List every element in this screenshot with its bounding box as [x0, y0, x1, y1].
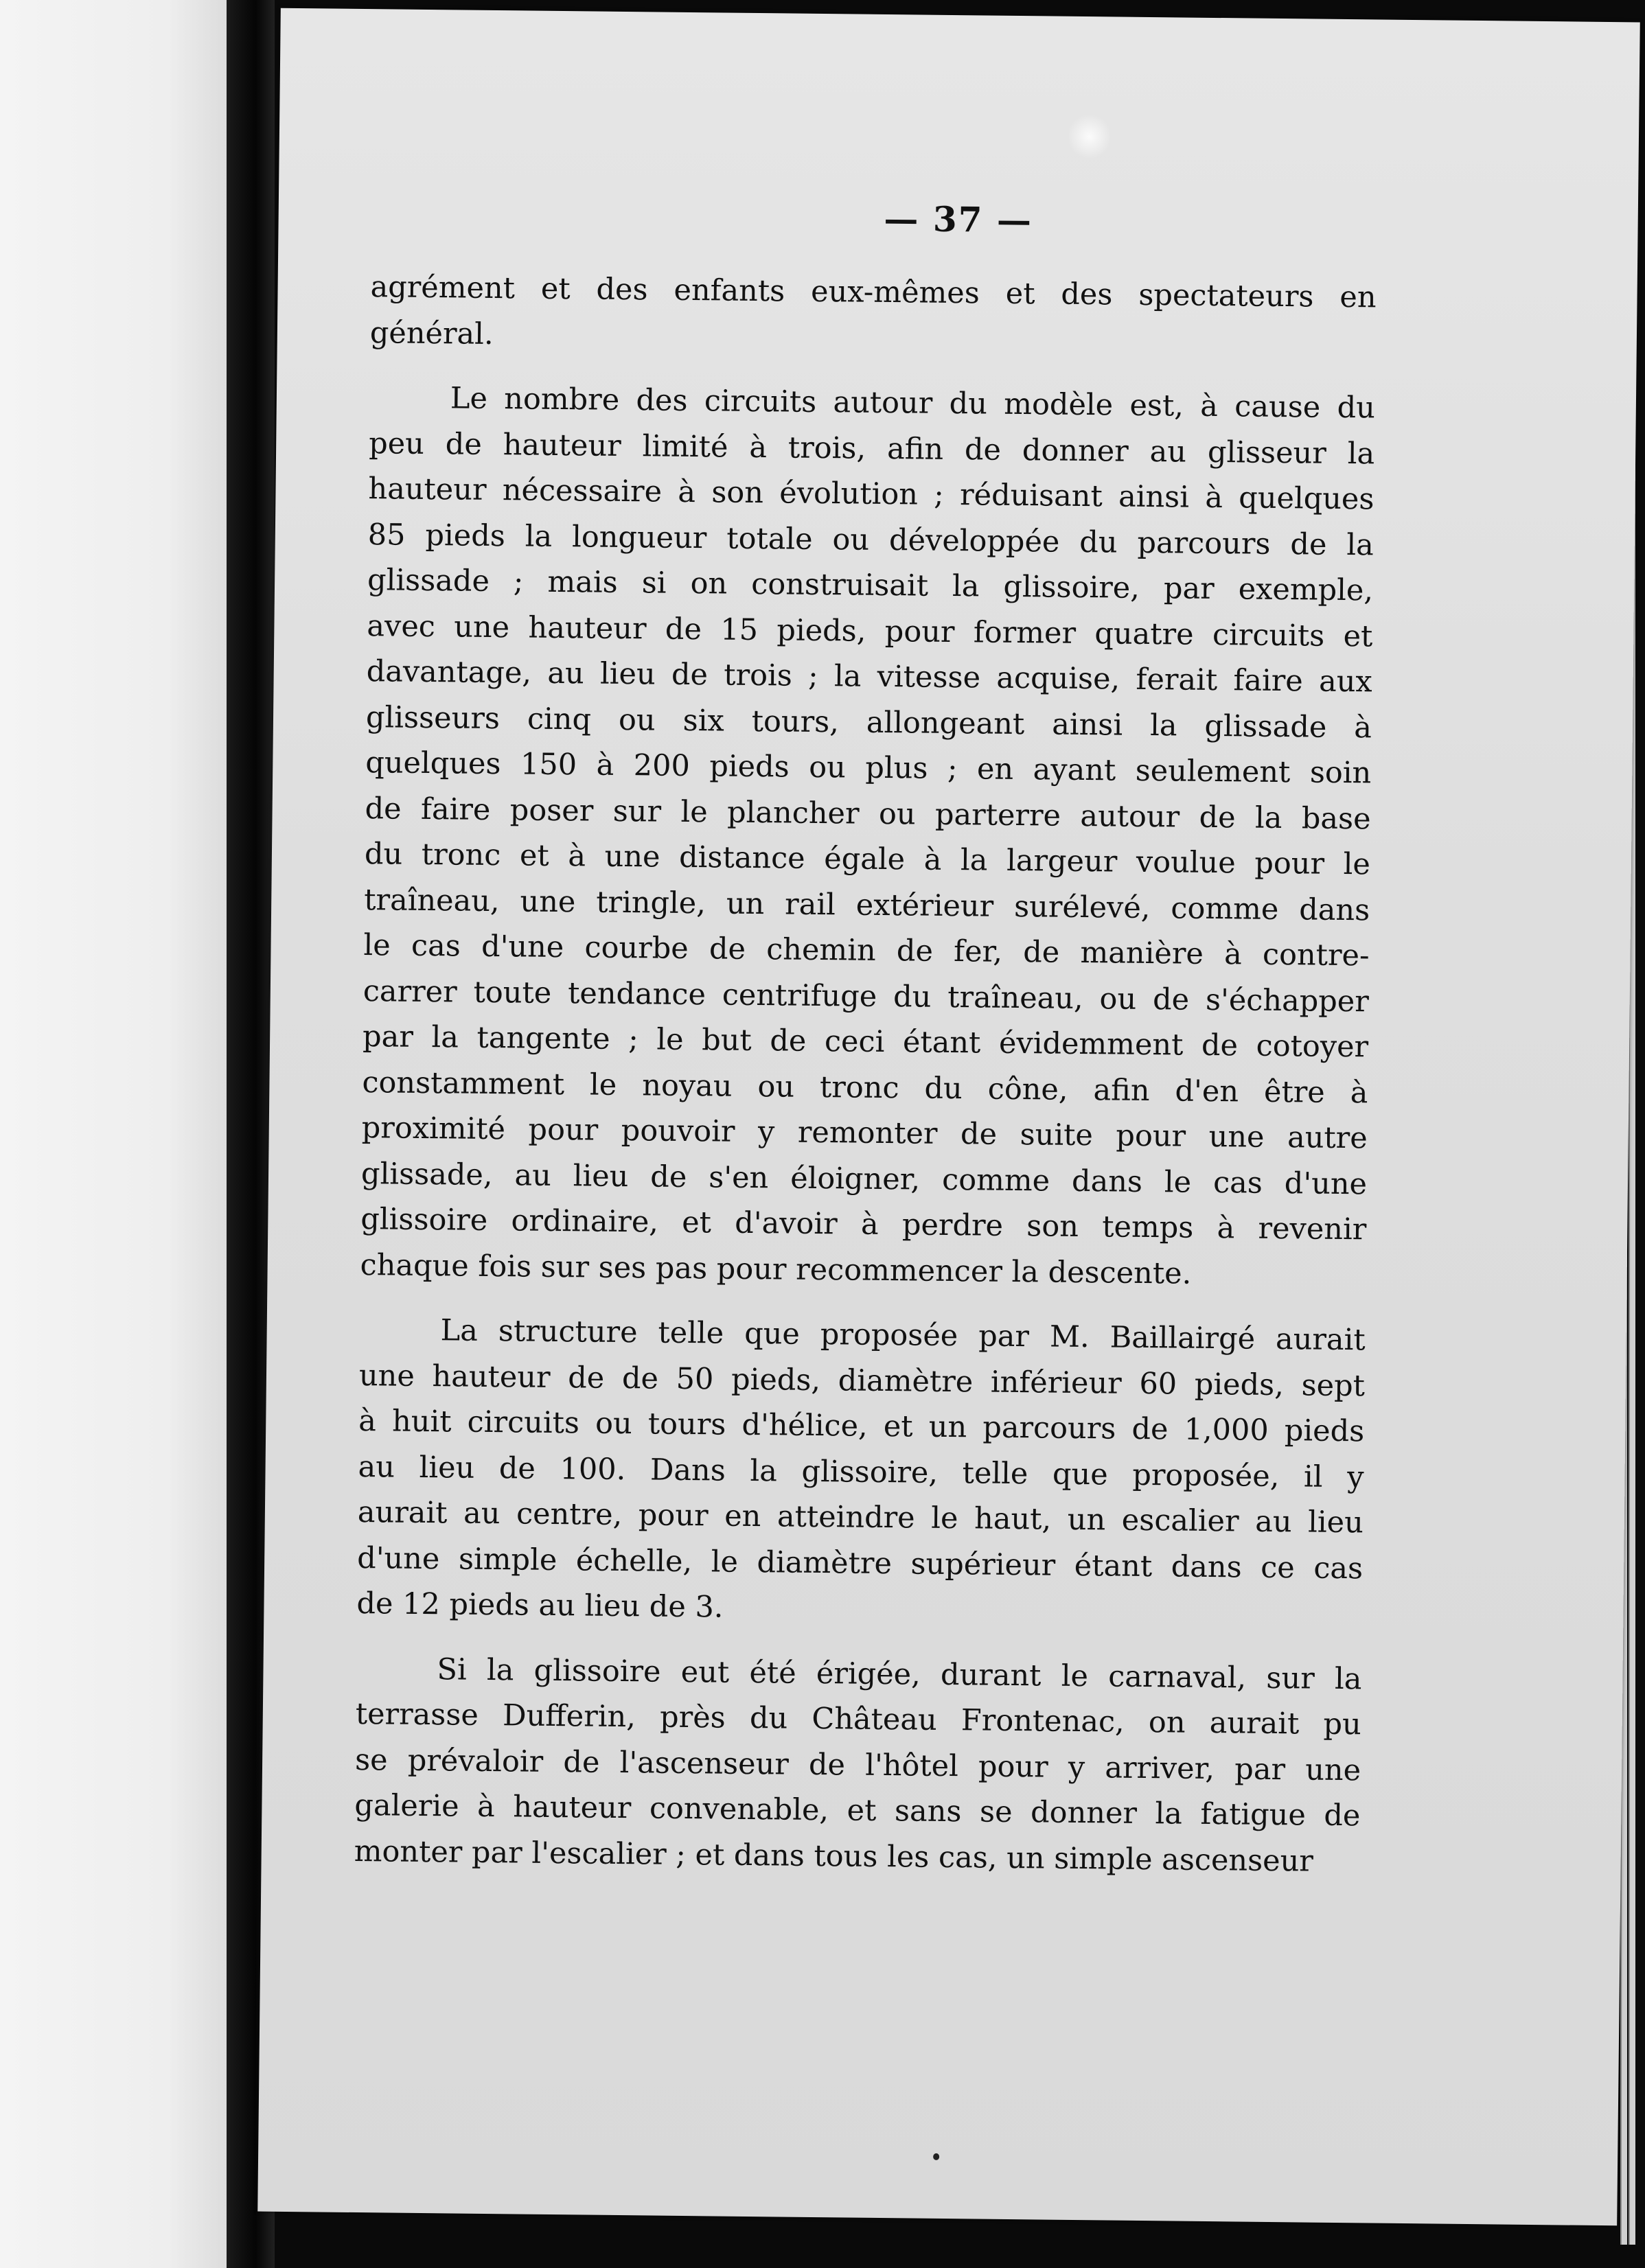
paragraph	[370, 264, 1377, 366]
text-line: chaque fois sur ses pas pour recommencer la descente.	[360, 1247, 1192, 1291]
paragraph	[360, 375, 1375, 1298]
text-line: Le nombre des circuits autour du modèle est, à cause du	[450, 381, 1376, 426]
body-text	[354, 264, 1376, 1884]
text-line: terrasse Dufferin, près du Château Frontenac, on aurait pu	[355, 1696, 1362, 1742]
text-line: à huit circuits ou tours d'hélice, et un parcours de 1,000 pieds	[358, 1404, 1365, 1449]
text-line: La structure telle que proposée par M. Baillairgé aurait	[440, 1313, 1366, 1358]
text-line: galerie à hauteur convenable, et sans se donner la fatigue de	[354, 1787, 1361, 1833]
text-line: glisseurs cinq ou six tours, allongeant ainsi la glissade à	[365, 699, 1372, 745]
book-page	[257, 8, 1640, 2226]
text-line: quelques 150 à 200 pieds ou plus ; en ayant seulement soin	[365, 745, 1372, 791]
left-page-margin	[0, 0, 240, 2268]
text-line: agrément et des enfants eux-mêmes et des spectateurs en	[370, 270, 1377, 315]
paper-blemish	[1069, 113, 1111, 161]
text-line: proximité pour pouvoir y remonter de suite pour une autre	[361, 1111, 1368, 1156]
text-line: glissade, au lieu de s'en éloigner, comme dans le cas d'une	[360, 1156, 1368, 1201]
text-line: monter par l'escalier ; et dans tous les cas, un simple ascenseur	[354, 1833, 1314, 1879]
text-line: carrer toute tendance centrifuge du traîneau, ou de s'échapper	[363, 973, 1370, 1019]
ink-dot	[933, 2153, 939, 2160]
text-line: une hauteur de de 50 pieds, diamètre inférieur 60 pieds, sept	[358, 1358, 1366, 1403]
text-line: aurait au centre, pour en atteindre le haut, un escalier au lieu	[357, 1495, 1364, 1540]
text-line: de 12 pieds au lieu de 3.	[356, 1586, 724, 1625]
text-line: traîneau, une tringle, un rail extérieur surélevé, comme dans	[364, 882, 1370, 927]
text-line: glissoire ordinaire, et d'avoir à perdre son temps à revenir	[360, 1202, 1367, 1247]
text-line: général.	[369, 315, 494, 351]
text-line: au lieu de 100. Dans la glissoire, telle que proposée, il y	[358, 1449, 1364, 1494]
text-line: peu de hauteur limité à trois, afin de donner au glisseur la	[368, 426, 1375, 471]
text-line: d'une simple échelle, le diamètre supérieur étant dans ce cas	[356, 1540, 1364, 1586]
text-line: davantage, au lieu de trois ; la vitesse acquise, ferait faire aux	[366, 654, 1372, 699]
page-number: — 37 —	[884, 198, 1033, 241]
text-line: du tronc et à une distance égale à la largeur voulue pour le	[364, 837, 1371, 882]
text-line: le cas d'une courbe de chemin de fer, de manière à contre-	[363, 928, 1370, 973]
text-line: de faire poser sur le plancher ou parterre autour de la base	[365, 791, 1371, 836]
paragraph	[356, 1307, 1366, 1637]
text-line: constamment le noyau ou tronc du cône, afin d'en être à	[362, 1065, 1368, 1110]
text-line: avec une hauteur de 15 pieds, pour former quatre circuits et	[367, 608, 1373, 653]
text-line: Si la glissoire eut été érigée, durant le carnaval, sur la	[437, 1652, 1362, 1696]
text-line: glissade ; mais si on construisait la glissoire, par exemple,	[367, 563, 1374, 608]
text-line: par la tangente ; le but de ceci étant évidemment de cotoyer	[362, 1019, 1369, 1065]
text-line: 85 pieds la longueur totale ou développée du parcours de la	[367, 517, 1374, 562]
text-line: hauteur nécessaire à son évolution ; réduisant ainsi à quelques	[368, 472, 1374, 517]
paragraph	[354, 1646, 1361, 1885]
text-line: se prévaloir de l'ascenseur de l'hôtel pour y arriver, par une	[354, 1742, 1361, 1787]
